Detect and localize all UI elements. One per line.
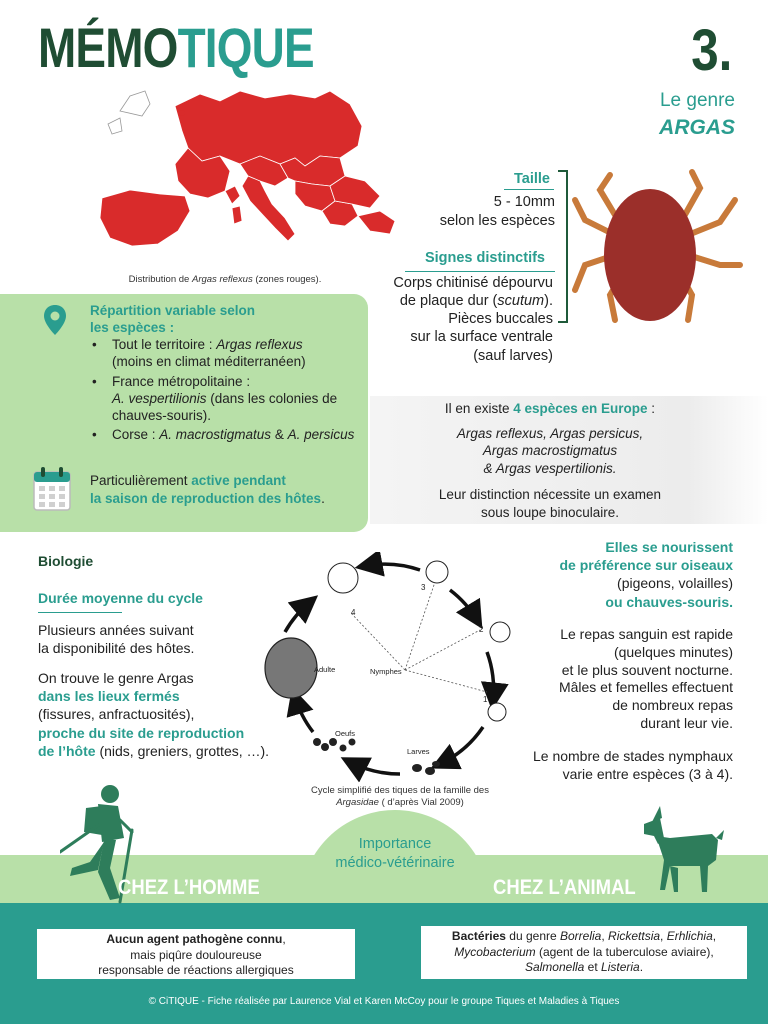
cycle-caption-source: ( d’après Vial 2009) [378,796,464,808]
animal-period: . [639,960,644,975]
hosts-bold-1: Elles se nourissent [605,539,733,555]
goat-icon [630,800,735,905]
animal-mycobacterium: Mycobacterium [454,944,536,959]
cycle-number-4: 4 [351,608,356,617]
meal-line-4: Mâles et femelles effectuent [558,679,733,696]
habitat-bold-3: de l’hôte [38,742,96,759]
importance-line-2: médico-vétérinaire [335,854,455,871]
taille-size: 5 - 10mm [493,194,555,210]
signes-line-2 [340,292,553,310]
title-part-memo: MÉMO [38,16,178,79]
calendar-icon [32,466,72,512]
duree-text [38,621,263,657]
meal-line-6: durant leur vie. [640,714,733,731]
animal-text-2: (agent de la tuberculose aviaire), [535,944,714,959]
list-item [92,427,362,444]
animal-comma-2: , [660,929,667,943]
meal-line-3: et le plus souvent nocturne. [561,661,733,678]
active-bold-2: la saison de reproduction des hôtes [90,490,322,506]
species-post: : [647,401,656,416]
habitat-bold-2: proche du site de reproduction [38,724,245,741]
tick-illustration [570,140,750,340]
taille-text [380,193,555,231]
item3-species-2: A. persicus [287,427,355,443]
animal-line-3 [421,960,747,976]
repartition-heading-line-2: les espèces : [90,319,175,335]
cycle-number-2: 2 [479,625,484,634]
item2-post: (dans les colonies de chauves-souris). [112,390,338,423]
species-distinction-1: Leur distinction nécessite un examen [438,487,662,503]
item3-pre: Corse : [112,427,160,443]
meal-line-5: de nombreux repas [612,697,733,714]
duree-line-2: la disponibilité des hôtes. [38,640,195,657]
signes-line-1: Corps chitinisé dépourvu [393,275,553,291]
signes-underline [405,271,555,272]
importance-heading [300,835,490,873]
europe-distribution-map [90,86,395,271]
hosts-line-1: (pigeons, volailles) [617,575,733,592]
item1-species: Argas reflexus [216,337,303,352]
item3-species-1: A. macrostigmatus [159,427,272,443]
animal-salmonella: Salmonella [524,960,585,975]
taille-note: selon les espèces [439,212,555,229]
map-caption-pre: Distribution de [128,274,192,285]
animal-comma-3: , [712,929,717,943]
meal-text [483,626,733,733]
animal-text-1: du genre [505,929,560,943]
chez-homme-heading: CHEZ L’HOMME [118,876,260,899]
cycle-caption-line-1: Cycle simplifié des tiques de la famille des [311,785,489,796]
animal-erhlichia: Erhlichia [666,929,713,943]
animal-bold: Bactéries [451,929,506,943]
cycle-label-nymphes: Nymphes [370,667,402,676]
animal-text-3: et [584,960,602,975]
habitat-line-3-post: (nids, greniers, grottes, …). [95,742,270,759]
genre-label: Le genre [659,90,735,111]
species-count-line [380,400,720,418]
sheet-number: 3. [690,18,732,83]
hosts-bold-2: de préférence sur oiseaux [559,557,733,574]
signes-line-3: Pièces buccales [448,311,553,328]
nymph-stages-text [473,747,733,783]
homme-line-2: mais piqûre douloureuse [130,947,262,962]
animal-borrelia: Borrelia [560,929,602,943]
species-distinction-2: sous loupe binoculaire. [480,504,620,520]
animal-rickettsia: Rickettsia [608,929,661,943]
cycle-caption [290,785,510,809]
species-count: 4 espèces en Europe [513,401,648,416]
hosts-text [493,538,733,611]
homme-bold: Aucun agent pathogène connu [106,932,283,946]
species-names-1: Argas reflexus, Argas persicus, [456,425,644,441]
species-text [380,400,720,521]
taille-heading: Taille [514,171,550,187]
biologie-heading: Biologie [38,553,94,569]
taille-underline [504,189,554,190]
duree-line-1: Plusieurs années suivant [38,622,194,638]
cycle-label-adulte: Adulte [314,665,336,674]
homme-comma: , [282,932,286,946]
active-bold-1: active pendant [191,473,286,488]
duree-heading: Durée moyenne du cycle [38,590,203,606]
active-season-text [90,472,370,507]
page-title [38,16,314,79]
map-caption-species: Argas reflexus [191,274,253,285]
location-pin-icon [42,304,68,336]
genre-heading [659,88,735,142]
map-caption [100,274,350,285]
signes-line-4: sur la surface ventrale [410,329,553,346]
cycle-label-larves: Larves [407,747,430,756]
title-part-tique: TIQUE [177,16,314,79]
size-bracket [558,170,568,323]
homme-line-1 [37,932,355,948]
importance-line-1: Importance [358,836,432,852]
signes-scutum: scutum [497,293,545,310]
signes-text [340,274,553,365]
item1-post: (moins en climat méditerranéen) [112,353,306,369]
map-caption-post: (zones rouges). [252,274,322,285]
chez-animal-heading: CHEZ L’ANIMAL [493,876,636,899]
genre-name: ARGAS [659,115,735,139]
footer-credit: © CiTIQUE - Fiche réalisée par Laurence Vial et Karen McCoy pour le groupe Tiques et Maladies à Tiques [148,996,620,1007]
cycle-caption-line-2 [290,797,510,809]
item2-species: A. vespertilionis [112,390,207,406]
list-item [92,337,362,371]
species-names-3: & Argas vespertilionis. [483,460,617,476]
cycle-number-1: 1 [483,695,488,704]
animal-line-1 [421,929,747,945]
nymph-line-1: Le nombre de stades nymphaux [532,748,733,764]
habitat-line-2: (fissures, anfractuosités), [38,706,195,723]
species-pre: Il en existe [444,401,514,416]
item1-pre: Tout le territoire : [112,337,217,352]
signes-line-2-post: ). [544,293,553,310]
hosts-bold-3: ou chauves-souris. [605,593,733,610]
habitat-bold-1: dans les lieux fermés [38,688,180,705]
signes-line-5: (sauf larves) [473,347,553,364]
cycle-label-oeufs: Oeufs [335,729,356,738]
repartition-heading [90,303,255,337]
item3-mid: & [271,427,288,443]
cycle-caption-family: Argasidae [336,796,379,808]
nymph-line-2: varie entre espèces (3 à 4). [562,766,733,783]
meal-line-2: (quelques minutes) [613,643,733,660]
homme-line-3: responsable de réactions allergiques [98,963,294,978]
list-item [92,374,362,425]
species-names-2: Argas macrostigmatus [482,443,618,459]
habitat-line-1: On trouve le genre Argas [38,670,194,686]
repartition-list [92,337,362,447]
signes-heading: Signes distinctifs [424,250,545,266]
active-pre: Particulièrement [90,473,192,488]
signes-line-2-pre: de plaque dur ( [399,293,498,310]
animal-line-2 [421,945,747,961]
meal-line-1: Le repas sanguin est rapide [560,626,733,642]
item2-pre: France métropolitaine : [112,373,251,389]
animal-comma-1: , [601,929,609,943]
animal-listeria: Listeria [601,960,640,975]
duree-underline [38,612,122,613]
active-post: . [321,490,325,506]
animal-info-box [421,926,747,979]
repartition-heading-line-1: Répartition variable selon [90,303,256,318]
homme-info-box [37,929,355,979]
cycle-number-3: 3 [421,583,426,592]
